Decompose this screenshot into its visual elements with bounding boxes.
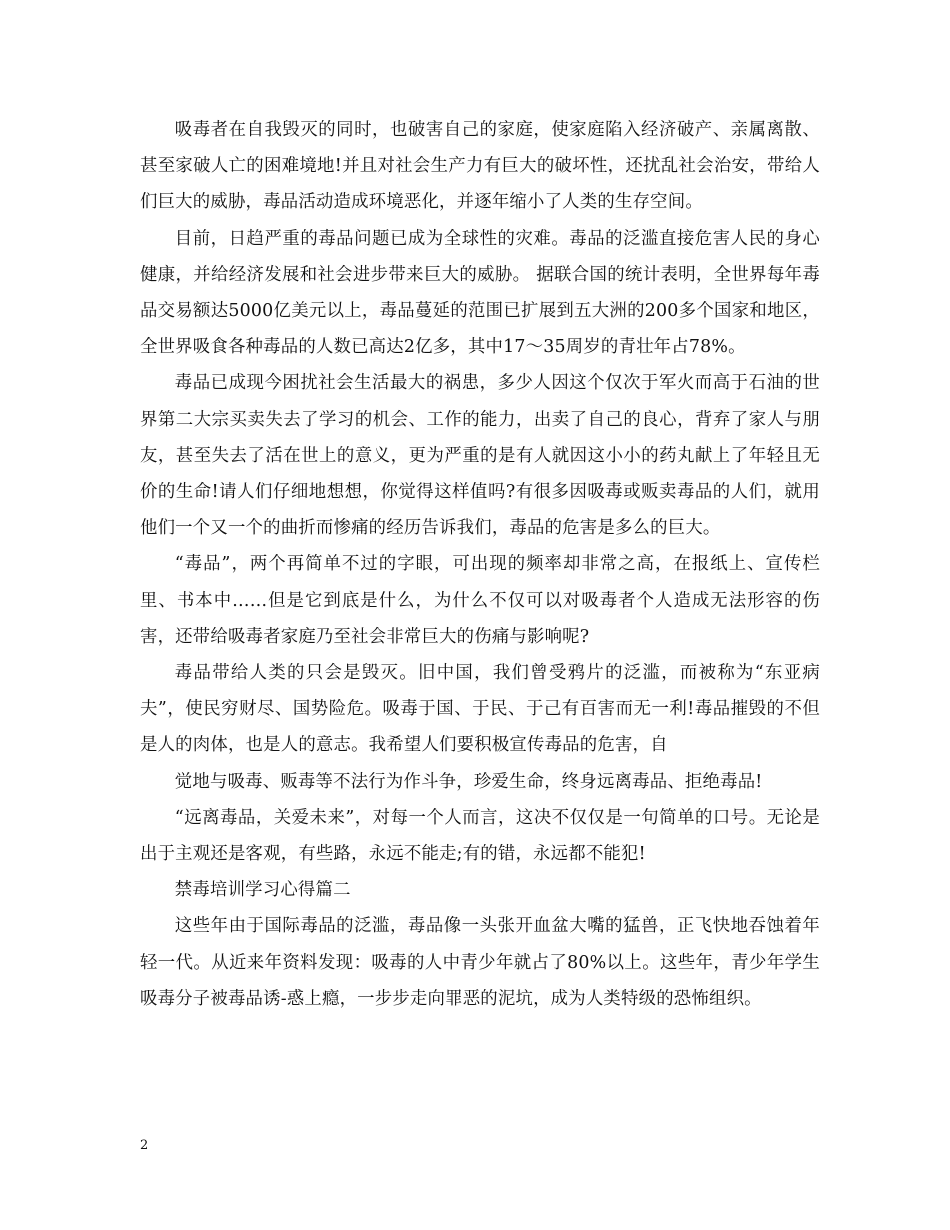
body-text: [140, 112, 820, 1017]
paragraph-drug-scourge: 毒品已成现今困扰社会生活最大的祸患，多少人因这个仅次于军火而高于石油的世界第二大宗买卖失去了学习的机会、工作的能力，出卖了自己的良心，背弃了家人与朋友，甚至失去了活在世上的意义，更为严重的是有人就因这小小的药丸献上了年轻且无价的生命!请人们仔细地想想，你觉得这样值吗?有很多因吸毒或贩卖毒品的人们，就用他们一个又一个的曲折而惨痛的经历告诉我们，毒品的危害是多么的巨大。: [140, 373, 820, 539]
section-heading: 禁毒培训学习心得篇二: [174, 880, 351, 901]
paragraph-global-drug-problem: 目前，日趋严重的毒品问题已成为全球性的灾难。毒品的泛滥直接危害人民的身心健康，并给经济发展和社会进步带来巨大的威胁。 据联合国的统计表明，全世界每年毒品交易额达5000亿美元以上，毒品蔓延的范围已扩展到五大洲的200多个国家和地区，全世界吸食各种毒品的人数已高达2亿多，其中17～35周岁的青壮年占78%。: [140, 228, 820, 358]
paragraph-drugs-bring-destruction: 毒品带给人类的只会是毁灭。旧中国，我们曾受鸦片的泛滥，而被称为“东亚病夫”，使民穷财尽、国势险危。吸毒于国、于民、于己有百害而无一利!毒品摧毁的不但是人的肉体，也是人的意志。我希望人们要积极宣传毒品的危害，自: [140, 663, 820, 756]
paragraph-what-are-drugs: “毒品”，两个再简单不过的字眼，可出现的频率却非常之高，在报纸上、宣传栏里、书本中……但是它到底是什么，为什么不仅可以对吸毒者个人造成无法形容的伤害，还带给吸毒者家庭乃至社会非常巨大的伤痛与影响呢?: [140, 554, 820, 647]
paragraph-fight-drugs: 觉地与吸毒、贩毒等不法行为作斗争，珍爱生命，终身远离毒品、拒绝毒品!: [174, 771, 763, 792]
paragraph-youth-drug-abuse: 这些年由于国际毒品的泛滥，毒品像一头张开血盆大嘴的猛兽，正飞快地吞蚀着年轻一代。从近来年资料发现：吸毒的人中青少年就占了80%以上。这些年，青少年学生吸毒分子被毒品诱-惑上瘾，一步步走向罪恶的泥坑，成为人类特级的恐怖组织。: [140, 916, 820, 1009]
paragraph-drug-harm-family: 吸毒者在自我毁灭的同时，也破害自己的家庭，使家庭陷入经济破产、亲属离散、甚至家破人亡的困难境地!并且对社会生产力有巨大的破坏性，还扰乱社会治安，带给人们巨大的威胁，毒品活动造成环境恶化，并逐年缩小了人类的生存空间。: [140, 120, 820, 213]
paragraph-slogan: “远离毒品，关爱未来”，对每一个人而言，这决不仅仅是一句简单的口号。无论是出于主观还是客观，有些路，永远不能走;有的错，永远都不能犯!: [140, 807, 820, 865]
page-number: 2: [140, 1138, 149, 1153]
